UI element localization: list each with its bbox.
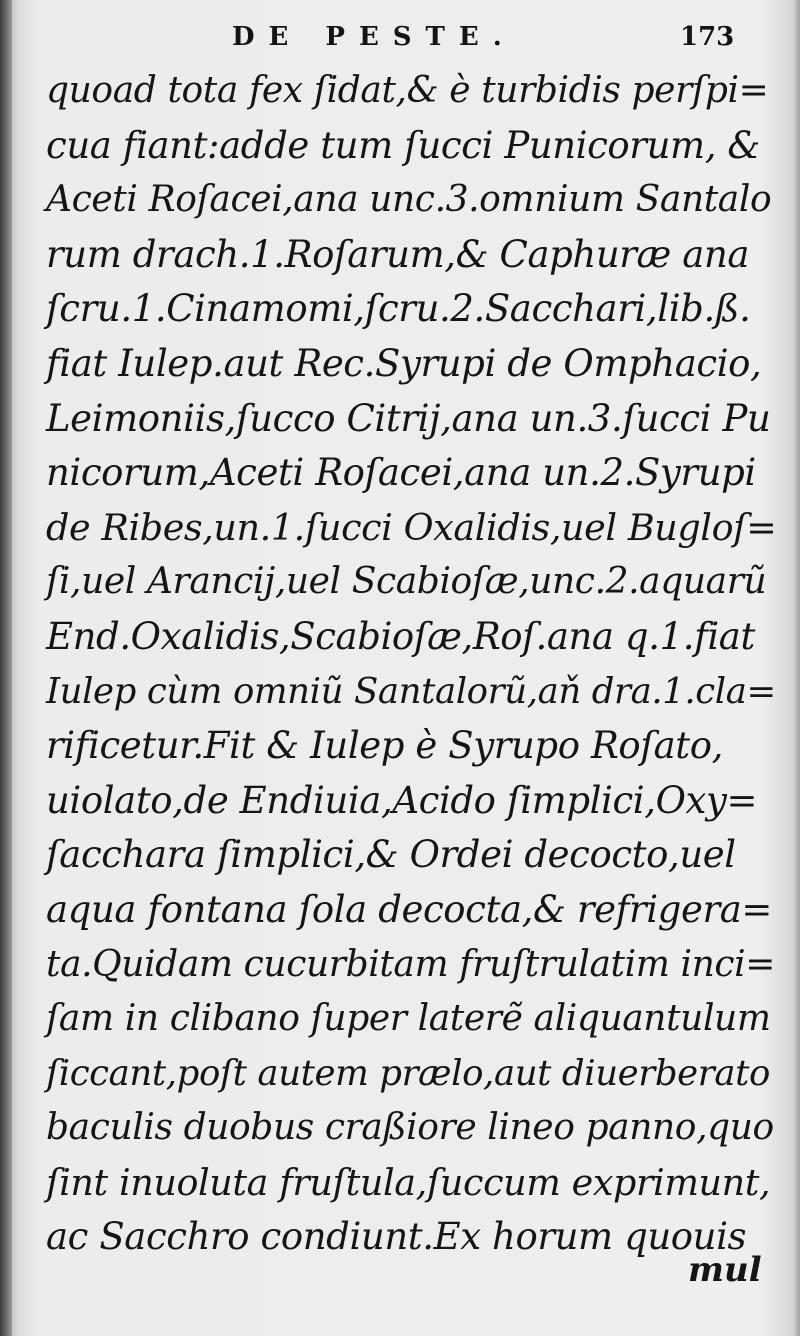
text-line: ta.Quidam cucurbitam fruſtrulatim inci= [46, 943, 776, 985]
text-line: End.Oxalidis,Scabioſæ,Roſ.ana q.1.fiat [46, 614, 755, 658]
text-line: baculis duobus craßiore lineo panno,quo [46, 1107, 774, 1149]
text-line: cua fiant:adde tum ſucci Punicorum, & [46, 123, 760, 167]
text-line: rum drach.1.Roſarum,& Caphuræ ana [46, 232, 750, 276]
text-line: ſam in clibano ſuper laterẽ aliquantulum [46, 998, 771, 1040]
catchword: mul [688, 1250, 762, 1290]
text-line: ſiccant,poſt autem prælo,aut diuerberato [46, 1052, 770, 1094]
text-line: ſint inuoluta fruſtula,ſuccum exprimunt, [46, 1160, 771, 1204]
text-line: de Ribes,un.1.ſucci Oxalidis,uel Bugloſ= [46, 505, 777, 549]
text-line: ſacchara ſimplici,& Ordei decocto,uel [46, 833, 736, 877]
text-line: aqua fontana ſola decocta,& refrigera= [46, 887, 773, 931]
text-line: fiat Iulep.aut Rec.Syrupi de Omphacio, [46, 341, 762, 385]
text-line: rificetur.Fit & Iulep è Syrupo Roſato, [46, 724, 723, 768]
text-line: Leimoniis,ſucco Citrij,ana un.3.ſucci Pu [46, 396, 771, 440]
text-line: ſi,uel Arancij,uel Scabioſæ,unc.2.aquarũ [46, 561, 767, 603]
running-head [0, 22, 800, 62]
page-right-edge [794, 0, 800, 1336]
page-left-edge [0, 0, 12, 1336]
text-line: ſcru.1.Cinamomi,ſcru.2.Sacchari,lib.ß. [46, 287, 751, 331]
text-line: Iulep cùm omniũ Santalorũ,aň dra.1.cla= [46, 670, 776, 712]
running-title: DE PESTE. [232, 22, 516, 52]
text-line: ac Sacchro condiunt.Ex horum quouis [46, 1215, 747, 1259]
text-line: nicorum,Aceti Roſacei,ana un.2.Syrupi [46, 451, 756, 495]
body-text [46, 64, 776, 1265]
text-line: uiolato,de Endiuia,Acido ſimplici,Oxy= [46, 778, 758, 822]
text-line: Aceti Roſacei,ana unc.3.omnium Santalo [46, 179, 772, 221]
text-line: quoad tota fex ſidat,& è turbidis perſpi= [46, 70, 769, 111]
page-number: 173 [680, 22, 735, 52]
